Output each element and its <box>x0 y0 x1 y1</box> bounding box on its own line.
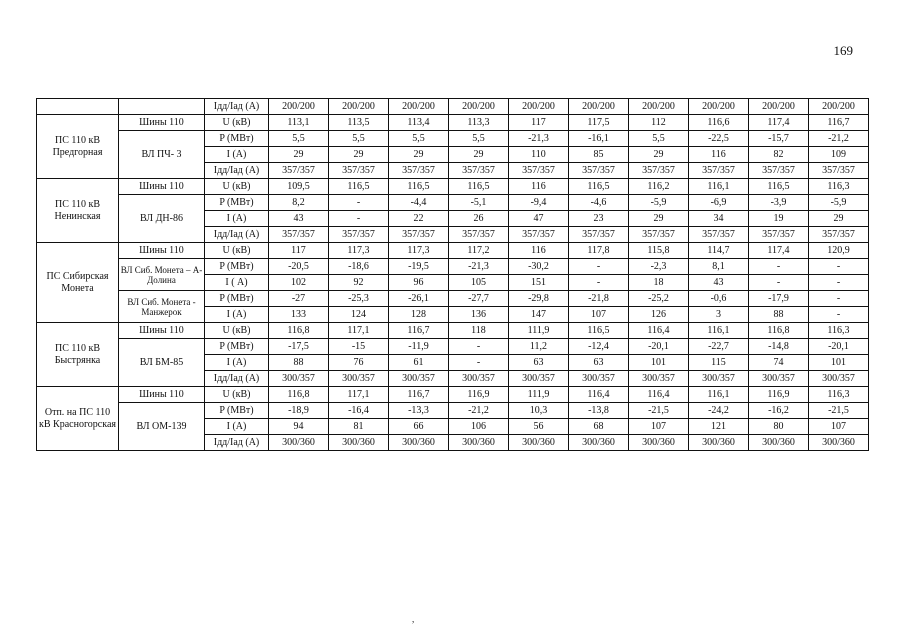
param-cell: P (МВт) <box>205 339 269 355</box>
value-cell: 200/200 <box>569 99 629 115</box>
value-cell: 29 <box>449 147 509 163</box>
value-cell: -5,9 <box>809 195 869 211</box>
value-cell: 115 <box>689 355 749 371</box>
param-cell: I (А) <box>205 307 269 323</box>
line-cell: Шины 110 <box>119 323 205 339</box>
value-cell: 300/360 <box>809 435 869 451</box>
value-cell: 116 <box>509 179 569 195</box>
value-cell: -21,3 <box>449 259 509 275</box>
value-cell: 200/200 <box>449 99 509 115</box>
value-cell: -12,4 <box>569 339 629 355</box>
value-cell: 357/357 <box>809 163 869 179</box>
value-cell: -16,1 <box>569 131 629 147</box>
value-cell: 22 <box>389 211 449 227</box>
value-cell: 80 <box>749 419 809 435</box>
table-container <box>36 98 869 451</box>
value-cell: 357/357 <box>449 227 509 243</box>
value-cell: -21,8 <box>569 291 629 307</box>
param-cell: U (кВ) <box>205 243 269 259</box>
param-cell: P (МВт) <box>205 259 269 275</box>
value-cell: 101 <box>809 355 869 371</box>
value-cell: 357/357 <box>629 227 689 243</box>
value-cell: 300/360 <box>269 435 329 451</box>
value-cell: -21,5 <box>629 403 689 419</box>
value-cell: - <box>329 195 389 211</box>
value-cell: -5,9 <box>629 195 689 211</box>
value-cell: 116,8 <box>269 387 329 403</box>
value-cell: 357/357 <box>509 163 569 179</box>
value-cell: - <box>749 275 809 291</box>
value-cell: -24,2 <box>689 403 749 419</box>
value-cell: 118 <box>449 323 509 339</box>
value-cell: 200/200 <box>389 99 449 115</box>
value-cell: 76 <box>329 355 389 371</box>
value-cell: 5,5 <box>329 131 389 147</box>
value-cell: 10,3 <box>509 403 569 419</box>
value-cell: 200/200 <box>749 99 809 115</box>
value-cell: -17,9 <box>749 291 809 307</box>
value-cell: -13,3 <box>389 403 449 419</box>
param-cell: U (кВ) <box>205 115 269 131</box>
value-cell: 300/357 <box>329 371 389 387</box>
param-cell: Iдд/Iад (А) <box>205 99 269 115</box>
station-cell: Отп. на ПС 110 кВ Красногорская <box>37 387 119 451</box>
value-cell: 29 <box>629 211 689 227</box>
value-cell: - <box>449 355 509 371</box>
value-cell: 300/360 <box>569 435 629 451</box>
value-cell: 107 <box>809 419 869 435</box>
value-cell: -16,2 <box>749 403 809 419</box>
value-cell: 109 <box>809 147 869 163</box>
value-cell: 116,5 <box>389 179 449 195</box>
value-cell: 110 <box>509 147 569 163</box>
value-cell: 66 <box>389 419 449 435</box>
value-cell: 120,9 <box>809 243 869 259</box>
value-cell: - <box>809 259 869 275</box>
value-cell: -6,9 <box>689 195 749 211</box>
value-cell: 113,5 <box>329 115 389 131</box>
line-cell: ВЛ ПЧ- 3 <box>119 131 205 179</box>
value-cell: -14,8 <box>749 339 809 355</box>
value-cell: -21,2 <box>449 403 509 419</box>
value-cell: 29 <box>809 211 869 227</box>
value-cell: -27,7 <box>449 291 509 307</box>
value-cell: 116,3 <box>809 323 869 339</box>
value-cell: 126 <box>629 307 689 323</box>
value-cell: 43 <box>689 275 749 291</box>
value-cell: 116,8 <box>269 323 329 339</box>
value-cell: 300/360 <box>329 435 389 451</box>
value-cell: -2,3 <box>629 259 689 275</box>
value-cell: -22,5 <box>689 131 749 147</box>
value-cell: 116,7 <box>389 387 449 403</box>
value-cell: 106 <box>449 419 509 435</box>
value-cell: 124 <box>329 307 389 323</box>
value-cell: 300/357 <box>629 371 689 387</box>
value-cell: 357/357 <box>509 227 569 243</box>
value-cell: 300/357 <box>509 371 569 387</box>
value-cell: 116,3 <box>809 179 869 195</box>
value-cell: 116,5 <box>749 179 809 195</box>
value-cell: 105 <box>449 275 509 291</box>
value-cell: 111,9 <box>509 323 569 339</box>
value-cell: 117,5 <box>569 115 629 131</box>
value-cell: 357/357 <box>389 227 449 243</box>
value-cell: 117,8 <box>569 243 629 259</box>
value-cell: 116,9 <box>449 387 509 403</box>
value-cell: 107 <box>569 307 629 323</box>
value-cell: -18,6 <box>329 259 389 275</box>
value-cell: -29,8 <box>509 291 569 307</box>
value-cell: 109,5 <box>269 179 329 195</box>
value-cell: 117,3 <box>389 243 449 259</box>
value-cell: - <box>569 259 629 275</box>
value-cell: 357/357 <box>269 163 329 179</box>
value-cell: -21,2 <box>809 131 869 147</box>
value-cell: 116,7 <box>809 115 869 131</box>
line-cell: ВЛ Сиб. Монета - Манжерок <box>119 291 205 323</box>
value-cell: 300/357 <box>809 371 869 387</box>
value-cell: 300/357 <box>749 371 809 387</box>
value-cell: 101 <box>629 355 689 371</box>
value-cell: 107 <box>629 419 689 435</box>
page-number: 169 <box>833 43 853 58</box>
param-cell: I (А) <box>205 211 269 227</box>
line-cell: Шины 110 <box>119 243 205 259</box>
value-cell: -17,5 <box>269 339 329 355</box>
param-cell: U (кВ) <box>205 387 269 403</box>
value-cell: 112 <box>629 115 689 131</box>
value-cell: -4,6 <box>569 195 629 211</box>
param-cell: Iдд/Iад (А) <box>205 371 269 387</box>
value-cell: 357/357 <box>749 163 809 179</box>
param-cell: Iдд/Iад (А) <box>205 163 269 179</box>
value-cell: 8,2 <box>269 195 329 211</box>
param-cell: Iдд/Iад (А) <box>205 435 269 451</box>
value-cell: -30,2 <box>509 259 569 275</box>
value-cell: 26 <box>449 211 509 227</box>
value-cell: 300/360 <box>749 435 809 451</box>
value-cell: 63 <box>569 355 629 371</box>
param-cell: P (МВт) <box>205 291 269 307</box>
station-cell: ПС Сибирская Монета <box>37 243 119 323</box>
value-cell: 111,9 <box>509 387 569 403</box>
value-cell: 128 <box>389 307 449 323</box>
line-cell: ВЛ ДН-86 <box>119 195 205 243</box>
value-cell: - <box>809 291 869 307</box>
value-cell: 151 <box>509 275 569 291</box>
param-cell: P (МВт) <box>205 131 269 147</box>
value-cell: 19 <box>749 211 809 227</box>
value-cell: 116,5 <box>569 179 629 195</box>
value-cell: -18,9 <box>269 403 329 419</box>
value-cell: 92 <box>329 275 389 291</box>
empty-cell <box>119 99 205 115</box>
value-cell: 357/357 <box>449 163 509 179</box>
value-cell: 116,1 <box>689 387 749 403</box>
value-cell: 300/360 <box>629 435 689 451</box>
value-cell: 357/357 <box>629 163 689 179</box>
value-cell: 116,3 <box>809 387 869 403</box>
value-cell: - <box>449 339 509 355</box>
value-cell: 200/200 <box>629 99 689 115</box>
value-cell: -0,6 <box>689 291 749 307</box>
value-cell: - <box>809 275 869 291</box>
value-cell: - <box>749 259 809 275</box>
station-cell: ПС 110 кВ Ненинская <box>37 179 119 243</box>
value-cell: 5,5 <box>269 131 329 147</box>
value-cell: 300/357 <box>269 371 329 387</box>
value-cell: 133 <box>269 307 329 323</box>
value-cell: 357/357 <box>689 163 749 179</box>
value-cell: 34 <box>689 211 749 227</box>
value-cell: 47 <box>509 211 569 227</box>
value-cell: 200/200 <box>809 99 869 115</box>
value-cell: 357/357 <box>269 227 329 243</box>
value-cell: 5,5 <box>449 131 509 147</box>
param-cell: Iдд/Iад (А) <box>205 227 269 243</box>
value-cell: 81 <box>329 419 389 435</box>
value-cell: -25,2 <box>629 291 689 307</box>
data-table <box>36 98 869 451</box>
value-cell: 116,4 <box>629 323 689 339</box>
value-cell: 116,4 <box>629 387 689 403</box>
value-cell: 200/200 <box>269 99 329 115</box>
value-cell: 29 <box>269 147 329 163</box>
value-cell: 117,4 <box>749 115 809 131</box>
footer-mark: , <box>412 614 415 624</box>
table-row <box>37 179 869 195</box>
value-cell: -9,4 <box>509 195 569 211</box>
param-cell: U (кВ) <box>205 323 269 339</box>
value-cell: 61 <box>389 355 449 371</box>
value-cell: 357/357 <box>689 227 749 243</box>
value-cell: 117,2 <box>449 243 509 259</box>
value-cell: 116,8 <box>749 323 809 339</box>
value-cell: 3 <box>689 307 749 323</box>
value-cell: 116 <box>689 147 749 163</box>
value-cell: 357/357 <box>569 163 629 179</box>
value-cell: -4,4 <box>389 195 449 211</box>
value-cell: 43 <box>269 211 329 227</box>
value-cell: 56 <box>509 419 569 435</box>
value-cell: 200/200 <box>509 99 569 115</box>
table-row <box>37 323 869 339</box>
value-cell: 300/360 <box>449 435 509 451</box>
table-row <box>37 259 869 275</box>
line-cell: Шины 110 <box>119 179 205 195</box>
value-cell: - <box>329 211 389 227</box>
value-cell: 116,2 <box>629 179 689 195</box>
param-cell: I (А) <box>205 147 269 163</box>
value-cell: 357/357 <box>389 163 449 179</box>
value-cell: 68 <box>569 419 629 435</box>
value-cell: 357/357 <box>569 227 629 243</box>
value-cell: 117,4 <box>749 243 809 259</box>
value-cell: 116,5 <box>329 179 389 195</box>
value-cell: 5,5 <box>629 131 689 147</box>
table-row <box>37 195 869 211</box>
line-cell: ВЛ Сиб. Монета – А-Долина <box>119 259 205 291</box>
value-cell: 357/357 <box>329 163 389 179</box>
value-cell: 357/357 <box>329 227 389 243</box>
value-cell: -15,7 <box>749 131 809 147</box>
header-row <box>37 99 869 115</box>
value-cell: -27 <box>269 291 329 307</box>
value-cell: 5,5 <box>389 131 449 147</box>
value-cell: 300/357 <box>389 371 449 387</box>
value-cell: 121 <box>689 419 749 435</box>
value-cell: -20,1 <box>809 339 869 355</box>
value-cell: 8,1 <box>689 259 749 275</box>
value-cell: 200/200 <box>329 99 389 115</box>
value-cell: 357/357 <box>809 227 869 243</box>
value-cell: 200/200 <box>689 99 749 115</box>
value-cell: 300/357 <box>449 371 509 387</box>
value-cell: 116 <box>509 243 569 259</box>
value-cell: 300/360 <box>689 435 749 451</box>
param-cell: I (А) <box>205 355 269 371</box>
table-row <box>37 131 869 147</box>
table-row <box>37 403 869 419</box>
table-row <box>37 339 869 355</box>
value-cell: 357/357 <box>749 227 809 243</box>
param-cell: P (МВт) <box>205 195 269 211</box>
value-cell: -15 <box>329 339 389 355</box>
value-cell: -5,1 <box>449 195 509 211</box>
value-cell: -21,3 <box>509 131 569 147</box>
table-row <box>37 115 869 131</box>
value-cell: 85 <box>569 147 629 163</box>
value-cell: 116,5 <box>569 323 629 339</box>
table-row <box>37 291 869 307</box>
value-cell: 18 <box>629 275 689 291</box>
value-cell: 300/357 <box>569 371 629 387</box>
param-cell: P (МВт) <box>205 403 269 419</box>
value-cell: 300/360 <box>509 435 569 451</box>
value-cell: 116,5 <box>449 179 509 195</box>
value-cell: 29 <box>389 147 449 163</box>
line-cell: ВЛ БМ-85 <box>119 339 205 387</box>
station-cell: ПС 110 кВ Быстрянка <box>37 323 119 387</box>
value-cell: 300/360 <box>389 435 449 451</box>
value-cell: 116,9 <box>749 387 809 403</box>
value-cell: 11,2 <box>509 339 569 355</box>
value-cell: 116,7 <box>389 323 449 339</box>
value-cell: - <box>809 307 869 323</box>
value-cell: -13,8 <box>569 403 629 419</box>
station-cell: ПС 110 кВ Предгорная <box>37 115 119 179</box>
line-cell: Шины 110 <box>119 387 205 403</box>
value-cell: 88 <box>269 355 329 371</box>
value-cell: 63 <box>509 355 569 371</box>
param-cell: I (А) <box>205 419 269 435</box>
value-cell: 117,1 <box>329 387 389 403</box>
table-row <box>37 387 869 403</box>
value-cell: -26,1 <box>389 291 449 307</box>
value-cell: 96 <box>389 275 449 291</box>
value-cell: 116,1 <box>689 323 749 339</box>
value-cell: -20,5 <box>269 259 329 275</box>
value-cell: 29 <box>329 147 389 163</box>
value-cell: 116,4 <box>569 387 629 403</box>
value-cell: 117 <box>269 243 329 259</box>
value-cell: 136 <box>449 307 509 323</box>
value-cell: -19,5 <box>389 259 449 275</box>
value-cell: 116,6 <box>689 115 749 131</box>
value-cell: 114,7 <box>689 243 749 259</box>
value-cell: -16,4 <box>329 403 389 419</box>
value-cell: 113,1 <box>269 115 329 131</box>
value-cell: -3,9 <box>749 195 809 211</box>
value-cell: 113,3 <box>449 115 509 131</box>
value-cell: 88 <box>749 307 809 323</box>
line-cell: Шины 110 <box>119 115 205 131</box>
value-cell: 117,3 <box>329 243 389 259</box>
value-cell: -21,5 <box>809 403 869 419</box>
value-cell: 23 <box>569 211 629 227</box>
value-cell: 116,1 <box>689 179 749 195</box>
param-cell: I ( А) <box>205 275 269 291</box>
value-cell: 29 <box>629 147 689 163</box>
param-cell: U (кВ) <box>205 179 269 195</box>
value-cell: 94 <box>269 419 329 435</box>
line-cell: ВЛ ОМ-139 <box>119 403 205 451</box>
value-cell: 115,8 <box>629 243 689 259</box>
value-cell: - <box>569 275 629 291</box>
value-cell: -25,3 <box>329 291 389 307</box>
value-cell: 113,4 <box>389 115 449 131</box>
table-row <box>37 243 869 259</box>
value-cell: -20,1 <box>629 339 689 355</box>
value-cell: 74 <box>749 355 809 371</box>
value-cell: 147 <box>509 307 569 323</box>
value-cell: 117,1 <box>329 323 389 339</box>
value-cell: -22,7 <box>689 339 749 355</box>
value-cell: 82 <box>749 147 809 163</box>
value-cell: -11,9 <box>389 339 449 355</box>
empty-cell <box>37 99 119 115</box>
value-cell: 117 <box>509 115 569 131</box>
value-cell: 300/357 <box>689 371 749 387</box>
value-cell: 102 <box>269 275 329 291</box>
